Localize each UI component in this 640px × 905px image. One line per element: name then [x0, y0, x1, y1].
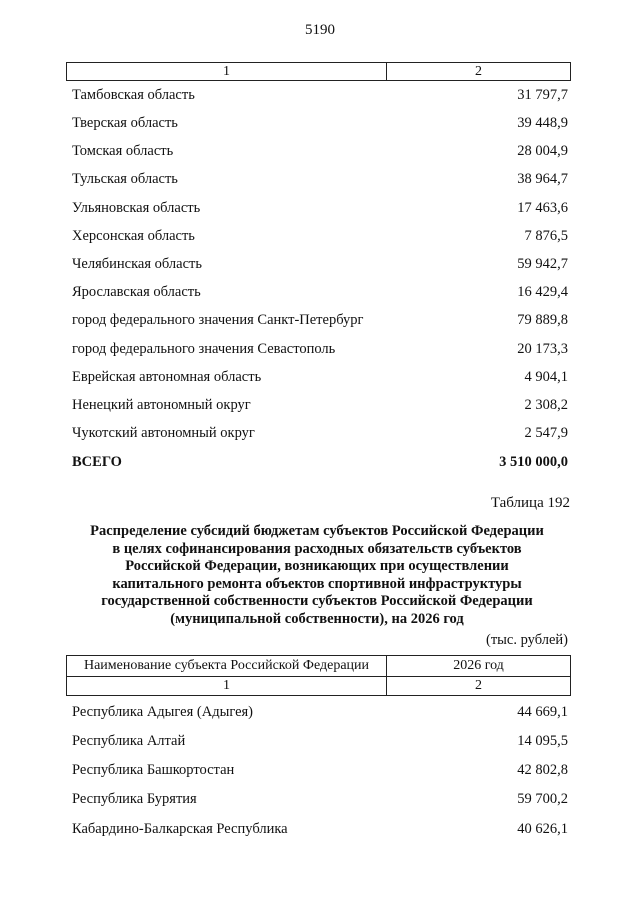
- region-value: 14 095,5: [517, 733, 568, 749]
- title-line: (муниципальной собственности), на 2026 год: [170, 610, 464, 627]
- total-label: ВСЕГО: [72, 454, 122, 470]
- total-value: 3 510 000,0: [499, 454, 568, 470]
- table-row: [72, 113, 568, 133]
- region-value: 7 876,5: [524, 228, 568, 244]
- table-row: [72, 310, 568, 330]
- table-row: [72, 198, 568, 218]
- table-row: [72, 731, 568, 751]
- region-value: 16 429,4: [517, 284, 568, 300]
- region-name: Республика Башкортостан: [72, 762, 235, 778]
- table-row: [72, 819, 568, 839]
- region-value: 40 626,1: [517, 821, 568, 837]
- title-line: капитального ремонта объектов спортивной инфраструктуры: [112, 575, 522, 592]
- region-value: 31 797,7: [517, 87, 568, 103]
- region-name: Чукотский автономный округ: [72, 425, 255, 441]
- table-row: [72, 169, 568, 189]
- region-name: Республика Алтай: [72, 733, 186, 749]
- total-row: [72, 452, 568, 472]
- region-name: город федерального значения Севастополь: [72, 341, 336, 357]
- table-row: [72, 85, 568, 105]
- table-row: [72, 702, 568, 722]
- table-row: [72, 789, 568, 809]
- region-name: Ярославская область: [72, 284, 201, 300]
- table-row: [72, 254, 568, 274]
- region-value: 42 802,8: [517, 762, 568, 778]
- title-line: в целях софинансирования расходных обязательств субъектов: [112, 540, 522, 557]
- column-number-2: 2: [475, 64, 482, 79]
- region-name: Тульская область: [72, 171, 178, 187]
- table-title: [62, 523, 572, 628]
- table-row: [72, 282, 568, 302]
- region-name: Тамбовская область: [72, 87, 195, 103]
- column-header-region: Наименование субъекта Российской Федерации: [67, 656, 387, 676]
- column-number-1: 1: [67, 63, 387, 80]
- column-header-year: 2026 год: [453, 658, 504, 673]
- region-name: Томская область: [72, 143, 174, 159]
- region-name: Ненецкий автономный округ: [72, 397, 251, 413]
- table-row: [72, 395, 568, 415]
- table-row: [72, 760, 568, 780]
- region-value: 17 463,6: [517, 200, 568, 216]
- table-row: [72, 226, 568, 246]
- title-line: Распределение субсидий бюджетам субъектов Российской Федерации: [90, 523, 544, 539]
- table-row: [72, 339, 568, 359]
- region-name: Республика Адыгея (Адыгея): [72, 704, 254, 720]
- region-value: 4 904,1: [524, 369, 568, 385]
- table-row: [72, 423, 568, 443]
- region-value: 44 669,1: [517, 704, 568, 720]
- region-value: 59 700,2: [517, 791, 568, 807]
- table-row: [72, 141, 568, 161]
- bottom-table-header: [66, 655, 571, 696]
- region-name: Херсонская область: [72, 228, 195, 244]
- region-name: Кабардино-Балкарская Республика: [72, 821, 288, 837]
- region-value: 59 942,7: [517, 256, 568, 272]
- region-name: Тверская область: [72, 115, 178, 131]
- region-value: 39 448,9: [517, 115, 568, 131]
- region-value: 38 964,7: [517, 171, 568, 187]
- region-name: Челябинская область: [72, 256, 202, 272]
- column-number-1: 1: [67, 677, 387, 695]
- region-value: 20 173,3: [517, 341, 568, 357]
- region-name: Ульяновская область: [72, 200, 201, 216]
- region-name: город федерального значения Санкт-Петербург: [72, 312, 364, 328]
- top-table-header: [66, 62, 571, 81]
- table-label: Таблица 192: [490, 495, 570, 511]
- title-line: Российской Федерации, возникающих при осуществлении: [125, 558, 509, 574]
- region-value: 79 889,8: [517, 312, 568, 328]
- column-number-2: 2: [475, 678, 482, 693]
- region-value: 2 308,2: [524, 397, 568, 413]
- units-label: (тыс. рублей): [486, 632, 568, 648]
- title-line: государственной собственности субъектов Российской Федерации: [101, 593, 533, 609]
- table-row: [72, 367, 568, 387]
- region-value: 2 547,9: [524, 425, 568, 441]
- page-number: 5190: [305, 22, 335, 38]
- region-name: Республика Бурятия: [72, 791, 197, 807]
- region-value: 28 004,9: [517, 143, 568, 159]
- region-name: Еврейская автономная область: [72, 369, 262, 385]
